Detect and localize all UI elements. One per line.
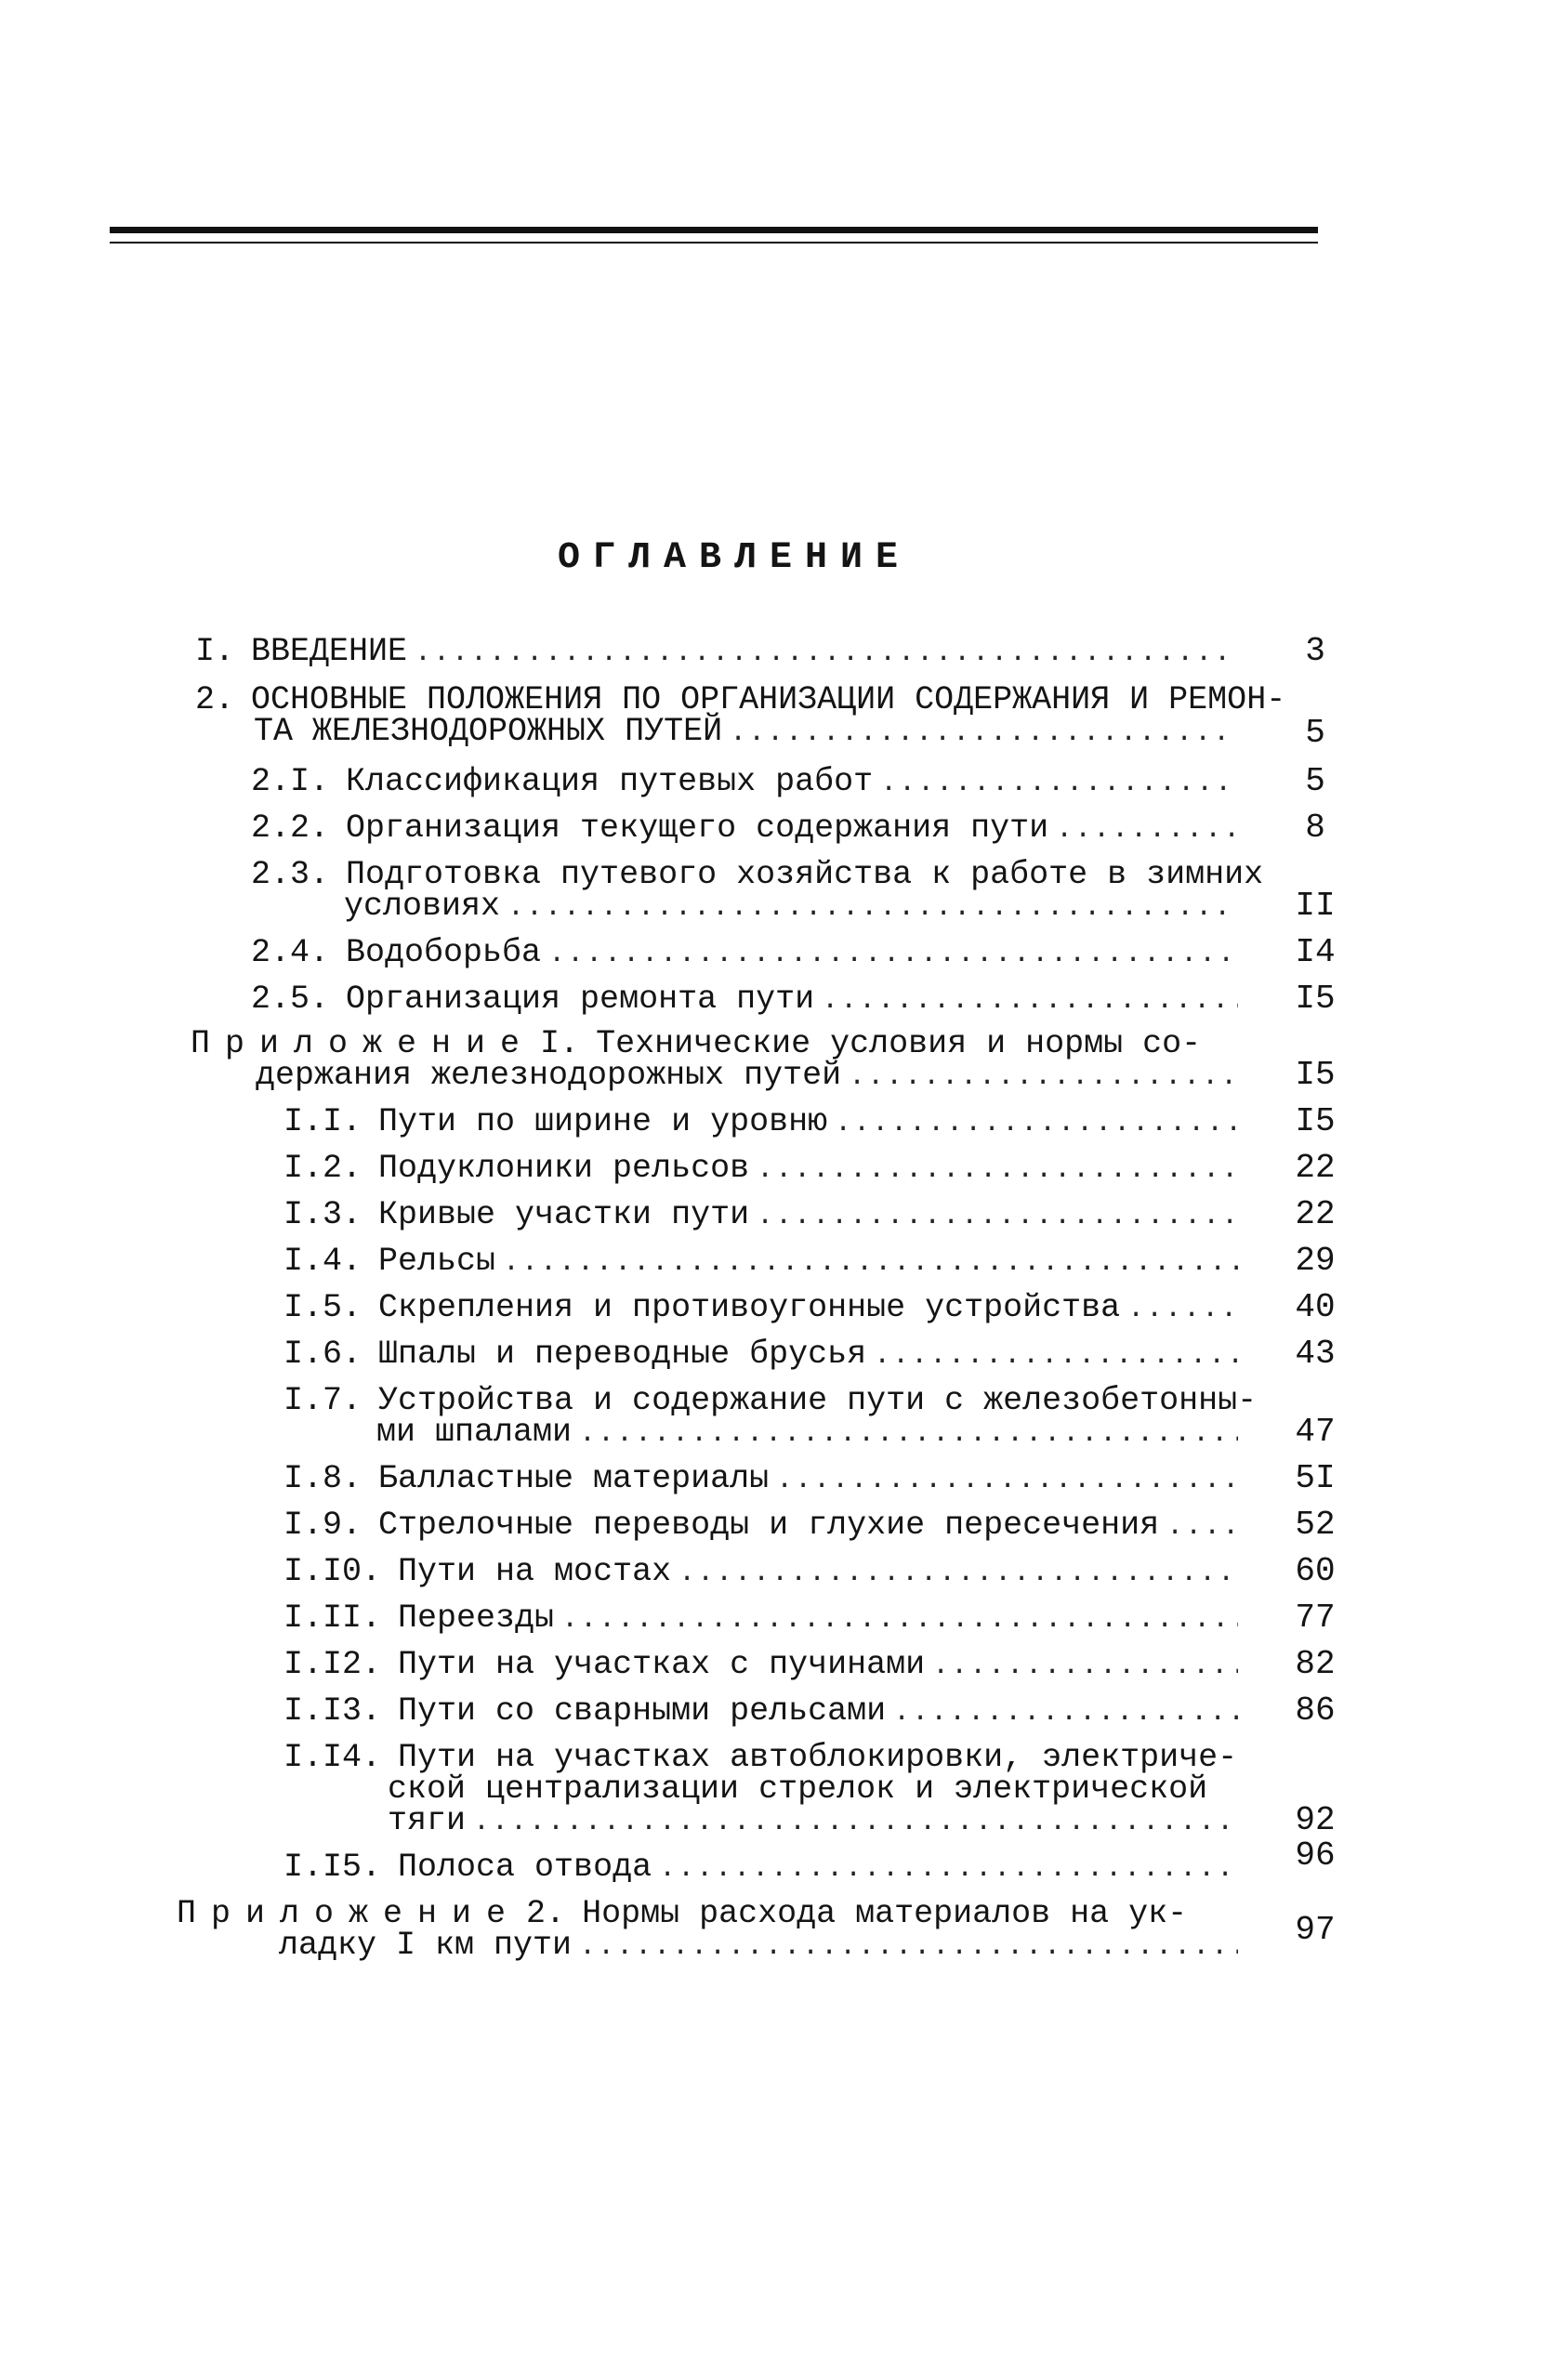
entry-title: Устройства и содержание пути с железобетонны-: [378, 1382, 1258, 1419]
page-number: I5: [1295, 1056, 1336, 1094]
page-number: I4: [1295, 933, 1336, 971]
toc-entry[interactable]: [251, 809, 1245, 847]
entry-number: I.4.: [283, 1243, 362, 1280]
toc-entry[interactable]: [283, 1739, 1245, 1839]
dot-leader: [548, 937, 1238, 968]
entry-number: 2.2.: [251, 809, 330, 847]
entry-title: Водоборьба: [346, 934, 542, 971]
page-number: 77: [1295, 1599, 1336, 1637]
entry-title: Скрепления и противоугонные устройства: [378, 1289, 1121, 1326]
dot-leader: [1166, 1509, 1238, 1541]
entry-title-continued: ТА ЖЕЛЕЗНОДОРОЖНЫХ ПУТЕЙ: [254, 713, 723, 750]
page-number: 29: [1295, 1242, 1336, 1280]
dot-leader: [822, 983, 1238, 1015]
page-number: 3: [1305, 632, 1325, 670]
toc-appendix-entry[interactable]: [177, 1895, 1245, 1964]
dot-leader: [1056, 812, 1238, 844]
page-number: 82: [1295, 1645, 1336, 1683]
toc-entry[interactable]: [283, 1150, 1245, 1187]
entry-title-continued: условиях: [344, 888, 501, 925]
entry-number: I.: [195, 633, 235, 670]
entry-number: I.6.: [283, 1336, 362, 1373]
entry-number: 2.: [526, 1895, 566, 1932]
dot-leader: [880, 766, 1238, 797]
toc-entry[interactable]: [283, 1460, 1245, 1497]
toc-entry[interactable]: [283, 1849, 1245, 1886]
toc-entry[interactable]: [283, 1692, 1245, 1730]
entry-title: Организация текущего содержания пути: [346, 809, 1049, 847]
page-title: ОГЛАВЛЕНИЕ: [557, 537, 912, 579]
toc-entry[interactable]: [195, 681, 1286, 750]
entry-title-continued: ской централизации стрелок и электрической: [388, 1770, 1208, 1808]
entry-number: I.I2.: [283, 1646, 382, 1683]
entry-number: 2.: [195, 681, 235, 718]
page-number: I5: [1295, 980, 1336, 1018]
entry-title: Переезды: [398, 1599, 555, 1637]
entry-title: Подготовка путевого хозяйства к работе в зимних: [346, 856, 1264, 893]
toc-entry[interactable]: [195, 633, 1245, 670]
entry-title: Рельсы: [378, 1243, 496, 1280]
appendix-prefix: Приложение: [177, 1895, 521, 1932]
page-number: 22: [1295, 1195, 1336, 1233]
toc-entry[interactable]: [283, 1336, 1245, 1373]
page-number: 40: [1295, 1288, 1336, 1326]
toc-entry[interactable]: [251, 763, 1245, 800]
entry-title: Пути по ширине и уровню: [378, 1103, 828, 1140]
toc-entry[interactable]: [251, 981, 1245, 1018]
toc-entry[interactable]: [283, 1382, 1258, 1451]
toc-entry[interactable]: [283, 1103, 1245, 1140]
entry-title-continued: держания железнодорожных путей: [256, 1057, 842, 1094]
dot-leader: [730, 716, 1238, 747]
toc-entry[interactable]: [251, 856, 1264, 925]
page-number: 5: [1305, 714, 1325, 752]
page-number: 96: [1295, 1836, 1336, 1875]
page-number: 86: [1295, 1691, 1336, 1730]
entry-title-continued: ми шпалами: [376, 1414, 573, 1451]
dot-leader: [757, 1199, 1238, 1231]
entry-title: Нормы расхода материалов на ук-: [582, 1895, 1188, 1932]
entry-number: I.I5.: [283, 1849, 382, 1886]
entry-title: Кривые участки пути: [378, 1196, 750, 1233]
dot-leader: [579, 1416, 1238, 1448]
entry-title: ОСНОВНЫЕ ПОЛОЖЕНИЯ ПО ОРГАНИЗАЦИИ СОДЕРЖАНИЯ И РЕМОН-: [251, 681, 1286, 718]
appendix-prefix: Приложение: [191, 1025, 535, 1062]
entry-title: Пути на участках автоблокировки, электриче-: [398, 1739, 1238, 1776]
page-number: 22: [1295, 1149, 1336, 1187]
entry-number: I.I0.: [283, 1553, 382, 1590]
page-number: 97: [1295, 1911, 1336, 1949]
toc-entry[interactable]: [283, 1507, 1245, 1544]
entry-title: Подуклоники рельсов: [378, 1150, 750, 1187]
entry-number: 2.3.: [251, 856, 330, 893]
entry-title: Классификация путевых работ: [346, 763, 874, 800]
toc-entry[interactable]: [251, 934, 1245, 971]
entry-number: I.I3.: [283, 1692, 382, 1730]
page-number: 8: [1305, 809, 1325, 847]
dot-leader: [1127, 1292, 1238, 1323]
entry-number: I.2.: [283, 1150, 362, 1187]
entry-number: I.3.: [283, 1196, 362, 1233]
entry-number: I.7.: [283, 1382, 362, 1419]
dot-leader: [507, 890, 1238, 922]
dot-leader: [893, 1695, 1238, 1727]
entry-number: I.5.: [283, 1289, 362, 1326]
page-number: 92: [1295, 1801, 1336, 1839]
entry-number: 2.I.: [251, 763, 330, 800]
toc-entry[interactable]: [283, 1243, 1245, 1280]
entry-number: I.I.: [283, 1103, 362, 1140]
page-number: 47: [1295, 1413, 1336, 1451]
entry-title: Балластные материалы: [378, 1460, 770, 1497]
page-number: 60: [1295, 1552, 1336, 1590]
dot-leader: [757, 1152, 1238, 1184]
entry-title: Полоса отвода: [398, 1849, 652, 1886]
entry-title: Стрелочные переводы и глухие пересечения: [378, 1507, 1160, 1544]
entry-number: I.I4.: [283, 1739, 382, 1776]
page-number: 5: [1305, 762, 1325, 800]
dot-leader: [415, 636, 1238, 667]
dot-leader: [579, 1929, 1238, 1961]
entry-number: I.: [540, 1025, 580, 1062]
page-number: 43: [1295, 1335, 1336, 1373]
dot-leader: [849, 1059, 1238, 1091]
entry-number: 2.5.: [251, 981, 330, 1018]
dot-leader: [503, 1245, 1238, 1277]
entry-title: ВВЕДЕНИЕ: [251, 633, 408, 670]
toc-entry[interactable]: [283, 1196, 1245, 1233]
dot-leader: [473, 1805, 1238, 1836]
dot-leader: [679, 1556, 1238, 1587]
entry-title: Пути со сварными рельсами: [398, 1692, 887, 1730]
entry-title-continued: ладку I км пути: [279, 1927, 573, 1964]
toc-entry[interactable]: [283, 1646, 1245, 1683]
dot-leader: [874, 1338, 1238, 1370]
page-number: 52: [1295, 1506, 1336, 1544]
entry-title: Шпалы и переводные брусья: [378, 1336, 867, 1373]
entry-title: Пути на мостах: [398, 1553, 672, 1590]
entry-title: Технические условия и нормы со-: [596, 1025, 1202, 1062]
toc-entry[interactable]: [283, 1599, 1245, 1637]
entry-title-continued: тяги: [388, 1802, 467, 1839]
toc-entry[interactable]: [283, 1553, 1245, 1590]
entry-title: Организация ремонта пути: [346, 981, 815, 1018]
page-number: II: [1295, 887, 1336, 925]
toc-appendix-entry[interactable]: [191, 1025, 1245, 1094]
dot-leader: [561, 1602, 1238, 1634]
page-number: 5I: [1295, 1459, 1336, 1497]
entry-number: I.9.: [283, 1507, 362, 1544]
entry-number: 2.4.: [251, 934, 330, 971]
dot-leader: [776, 1463, 1238, 1494]
toc-entry[interactable]: [283, 1289, 1245, 1326]
dot-leader: [659, 1851, 1238, 1883]
entry-number: I.8.: [283, 1460, 362, 1497]
entry-number: I.II.: [283, 1599, 382, 1637]
dot-leader: [835, 1106, 1238, 1138]
entry-title: Пути на участках с пучинами: [398, 1646, 926, 1683]
page-number: I5: [1295, 1102, 1336, 1140]
dot-leader: [932, 1649, 1238, 1680]
